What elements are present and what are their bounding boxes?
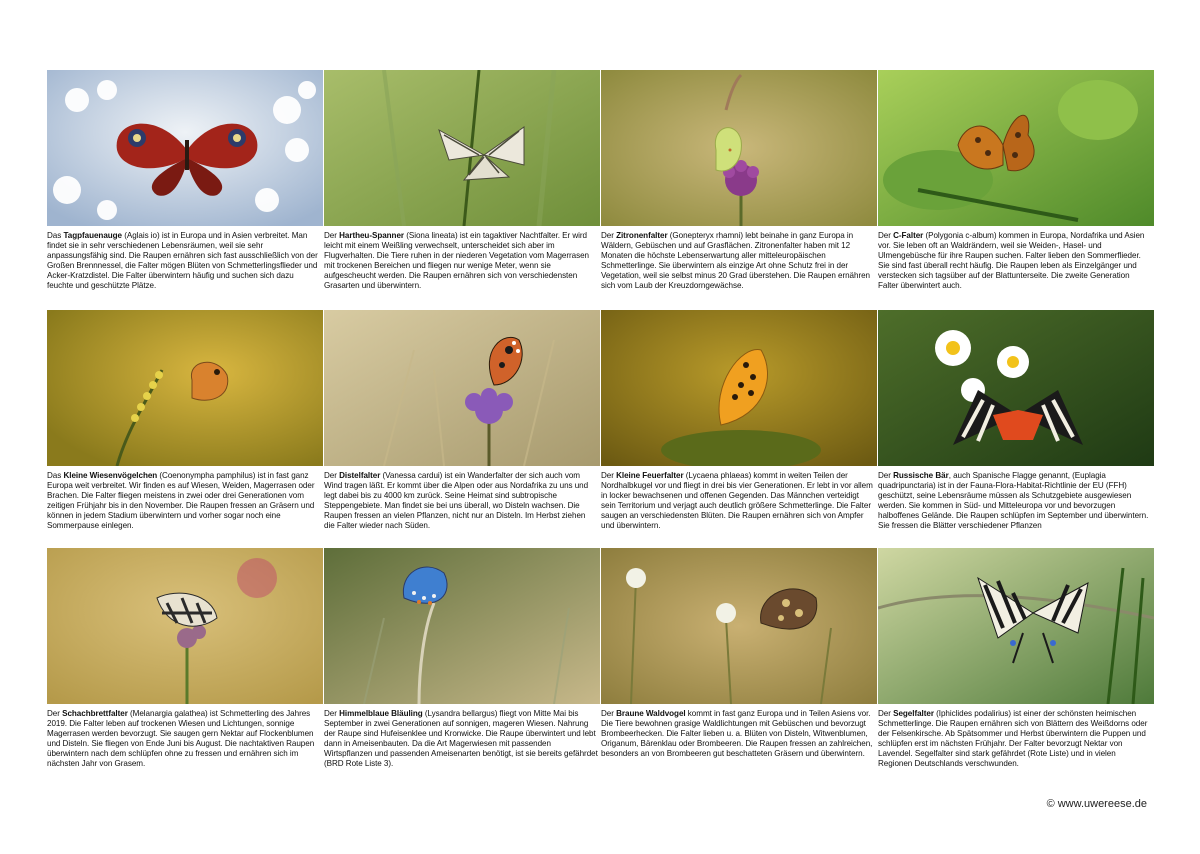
photo-feuerfalter [601,310,877,466]
row-3 [47,548,1154,776]
row-2 [47,310,1154,538]
photo-russischer-baer [878,310,1154,466]
peacock-butterfly-image [47,70,323,226]
card-schachbrettfalter [47,548,323,776]
small-heath-image [47,310,323,466]
painted-lady-image [324,310,600,466]
card-distelfalter [324,310,600,538]
card-tagpfauenauge [47,70,323,298]
caption-feuerfalter: Der Kleine Feuerfalter (Lycaena phlaeas) kommt in weiten Teilen der Nordhalbkugel vor und fliegt in drei bis vier Generationen. Er lebt in vor allem in locker bewachsenen und offenen Gegenden. Das Männchen verteidigt sein Territorium und verjagt auch deutlich größere Schmetterlinge. Die Falter saugen an verschiedensten Blüten. Die Raupen ernähren sich von Ampfer und überwintern. [601,471,873,531]
card-himmelblaue-blaeuling [324,548,600,776]
caption-schachbrettfalter: Der Schachbrettfalter (Melanargia galathea) ist Schmetterling des Jahres 2019. Die Falter leben auf trockenen Wiesen und Lichtungen, sonnige Magerrasen werden bevorzugt. Sie saugen gern Nektar auf Flockenblumen und Disteln. Sie fliegen von Ende Juni bis August. Die nachtaktiven Raupen überwintern nach dem schlüpfen ohne zu fressen und ernähren sich im nächsten Jahr von Grasem. [47,709,315,769]
photo-schachbrettfalter [47,548,323,704]
row-1 [47,70,1154,298]
photo-zitronenfalter [601,70,877,226]
card-wiesenvoegelchen [47,310,323,538]
caption-russischer-baer: Der Russische Bär, auch Spanische Flagge genannt, (Euplagia quadripunctaria) ist in der Fauna-Flora-Habitat-Richtlinie der EU (FFH) geschützt, seine Lebensräume müssen als Schutzgebiete ausgewiesen werden. Sie kommen in Süd- und Mitteleuropa vor und bevorzugen halboffenes Gelände. Die Raupen schlüpfen im September und überwintern. Sie fressen die Blätter verschiedener Pflanzen [878,471,1149,531]
caption-tagpfauenauge: Das Tagpfauenauge (Aglais io) ist in Europa und in Asien verbreitet. Man findet sie in sehr verschiedenen Lebensräumen, weil sie sehr anpassungsfähig sind. Die Raupen ernähren sich fast ausschließlich von der Großen Brennnessel, die Falter mögen Blüten von Schmetterlingsflieder und Acker-Kratzdistel. Die Falter überwintern häufig und suchen sich dazu feuchte und geschützte Plätze. [47,231,318,291]
photo-distelfalter [324,310,600,466]
card-zitronenfalter [601,70,877,298]
caption-braune-waldvogel: Der Braune Waldvogel kommt in fast ganz Europa und in Teilen Asiens vor. Die Tiere bewohnen grasige Waldlichtungen mit Gebüschen und bevorzugt Brombeerhecken. Die Falter lieben u. a. Blüten von Disteln, Witwenblumen, Origanum, Bärenklau oder Brombeeren. Die Raupen fressen an zahlreichen, besonders an von Brombeeren gut beschatteten Gräsern und überwintern. [601,709,873,759]
photo-hartheu-spanner [324,70,600,226]
caption-c-falter: Der C-Falter (Polygonia c-album) kommen in Europa, Nordafrika und Asien vor. Sie leben oft an Waldrändern, weil sie Weiden-, Hasel- und Ulmengebüsche für ihre Raupen suchen. Falter lieben den Sommerflieder. Sie sind fast überall recht häufig. Die Raupen leben als Einzelgänger und verstecken sich tagsüber auf der Blattunterseite. Die zweite Generation Falter überwintert auch. [878,231,1145,291]
scarce-swallowtail-image [878,548,1154,704]
adonis-blue-image [324,548,600,704]
caption-distelfalter: Der Distelfalter (Vanessa cardui) ist ein Wanderfalter der sich auch vom Wind tragen läßt. Er kommt über die Alpen oder aus Nordafrika zu uns und legt dabei bis zu 4000 km zurück. Seine Heimat sind subtropische Steppengebiete. Man findet sie bei uns überall, wo Disteln wachsen. Die Raupen fressen an vielen Pflanzen, nicht nur an Disteln. Im Herbst ziehen die Falter wieder nach Süden. [324,471,589,531]
card-segelfalter [878,548,1154,776]
ringlet-image [601,548,877,704]
card-feuerfalter [601,310,877,538]
photo-himmelblaue-blaeuling [324,548,600,704]
caption-wiesenvoegelchen: Das Kleine Wiesenvögelchen (Coenonympha pamphilus) ist in fast ganz Europa weit verbreitet. Wir finden es auf Wiesen, Weiden, Magerrasen oder Brachen. Die Falter fliegen meistens in zwei oder drei Generationen vom zeitigen Frühjahr bis in den November. Die Raupen fressen an Gräsern und können in jedem Stadium überwintern und vorher sogar noch eine Sommerpause einlegen. [47,471,315,531]
caption-hartheu-spanner: Der Hartheu-Spanner (Siona lineata) ist ein tagaktiver Nachtfalter. Er wird leicht mit einem Weißling verwechselt, unterscheidet sich aber im Flugverhalten. Die Tiere ruhen in der niederen Vegetation vom Magerrasen mit trockenen Bereichen und fliegen nur wenige Meter, wenn sie aufgescheucht werden. Die Raupen ernähren sich von verschiedensten Grasarten und überwintern. [324,231,589,291]
jersey-tiger-image [878,310,1154,466]
photo-wiesenvoegelchen [47,310,323,466]
caption-himmelblaue-blaeuling: Der Himmelblaue Bläuling (Lysandra bellargus) fliegt von Mitte Mai bis September in zwei Generationen auf sonnigen, mageren Wiesen. Nahrung der Raupe sind Hufeisenklee und Kronwicke. Die Raupe überwintert und lebt dann in Ameisenbauten. Da die Art Magerwiesen mit passenden Wirtspflanzen und passenden Ameisenarten benötigt, ist sie bereits gefährdet (BRD Rote Liste 3). [324,709,598,769]
small-copper-image [601,310,877,466]
brimstone-image [601,70,877,226]
photo-segelfalter [878,548,1154,704]
card-braune-waldvogel [601,548,877,776]
card-russischer-baer [878,310,1154,538]
copyright-notice: © www.uwereese.de [1046,798,1147,810]
card-c-falter [878,70,1154,298]
marbled-white-image [47,548,323,704]
photo-braune-waldvogel [601,548,877,704]
caption-segelfalter: Der Segelfalter (Iphiclides podalirius) ist einer der schönsten heimischen Schmetterlinge. Die Raupen ernähren sich von Blättern des Weißdorns oder der Felsenkirsche. Ab Spätsommer und Herbst überwintern die Puppen und schlüpfen erst im nächsten Frühjahr. Der Falter bevorzugt Nektar von Lavendel. Segelfalter sind stark gefährdet (Rote Liste) und in vielen Regionen Deutschlands verschwunden. [878,709,1148,769]
caption-zitronenfalter: Der Zitronenfalter (Gonepteryx rhamni) lebt beinahe in ganz Europa in Wäldern, Gebüschen und auf Grasflächen. Zitronenfalter haben mit 12 Monaten die höchste Lebenserwartung aller mitteleuropäischen Schmetterlinge. Sie überwintern als einzige Art ohne Schutz frei in der Vegetation, weil sie selbst minus 20 Grad überstehen. Die Raupen ernähren sich vom Laub der Kreuzdorngewächse. [601,231,871,291]
moth-image [324,70,600,226]
card-hartheu-spanner [324,70,600,298]
photo-c-falter [878,70,1154,226]
photo-tagpfauenauge [47,70,323,226]
comma-butterfly-image [878,70,1154,226]
